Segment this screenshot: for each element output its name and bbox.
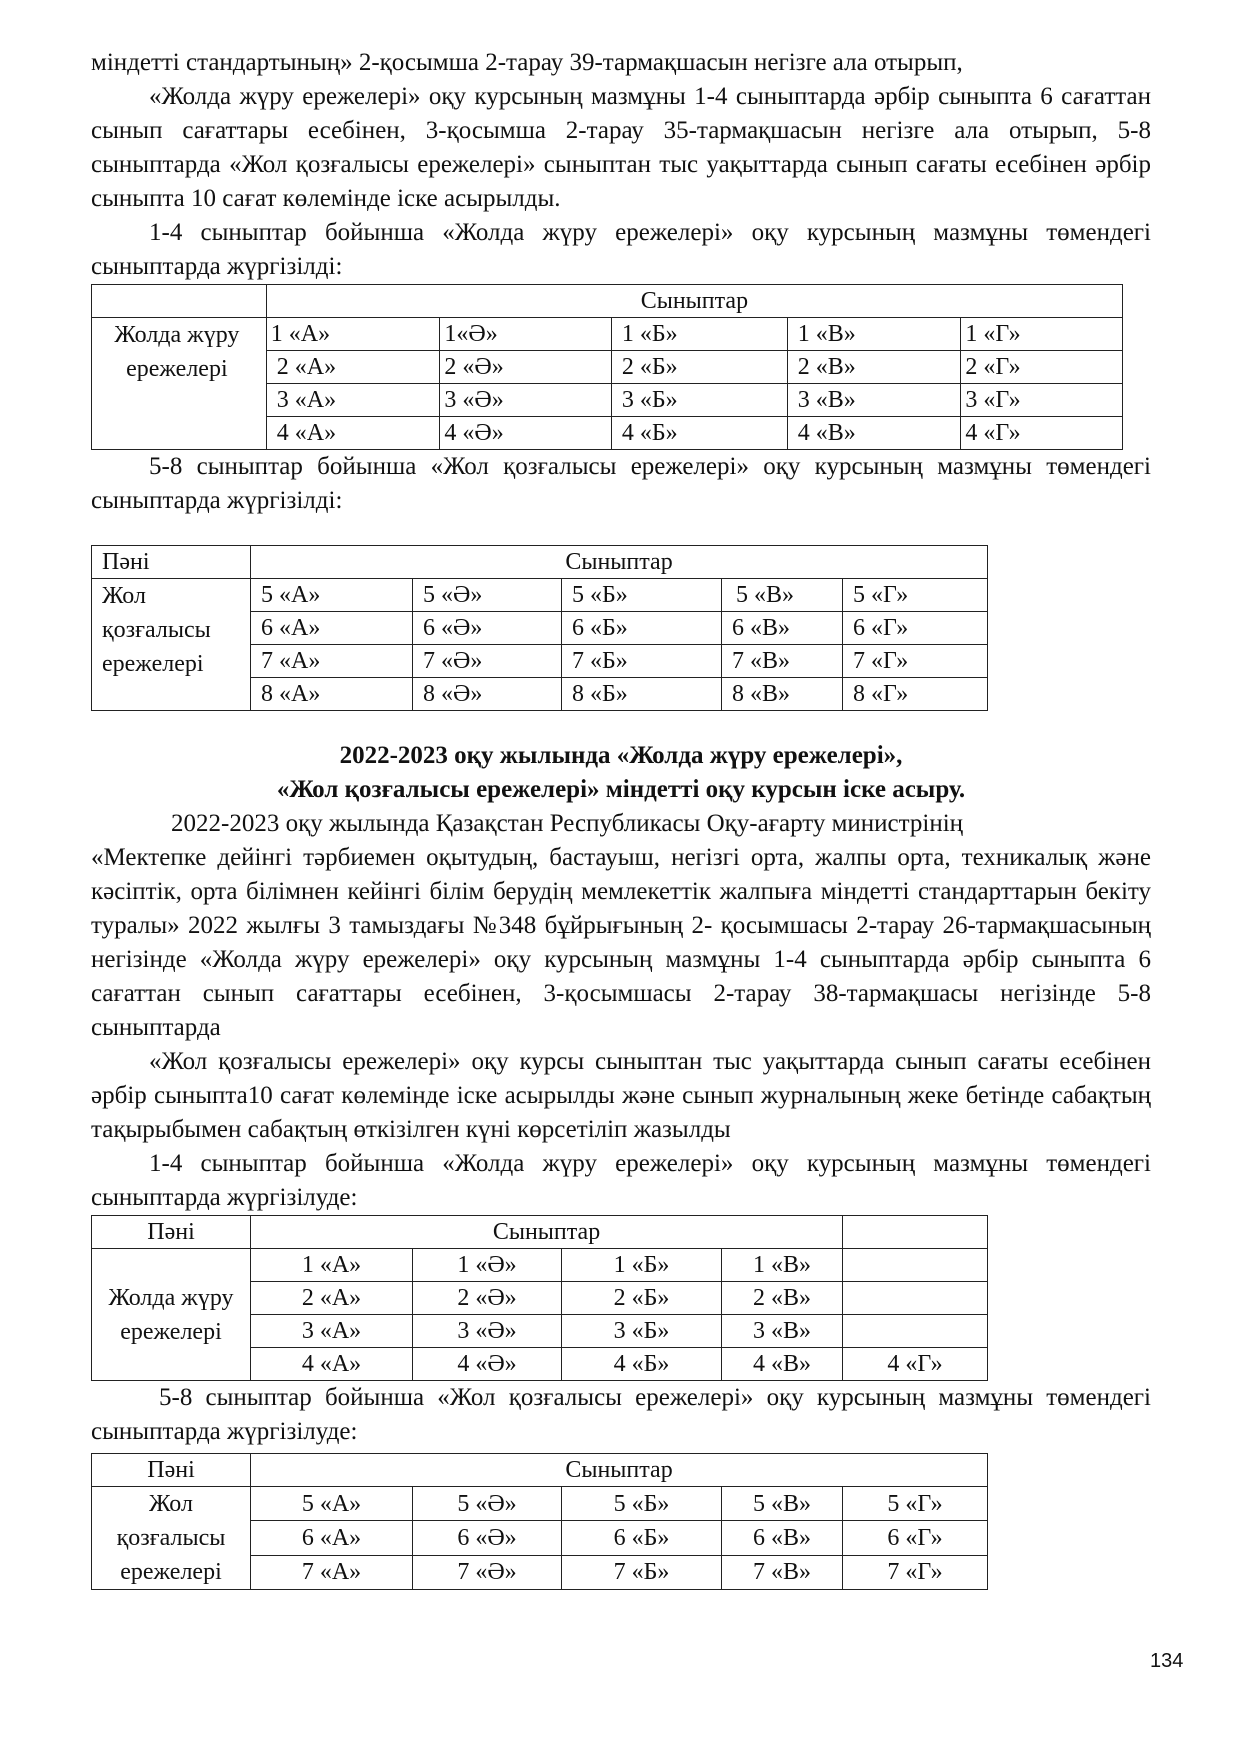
class-cell: 3 «Ә» <box>413 1315 562 1348</box>
class-cell: 3 «Б» <box>562 1315 722 1348</box>
class-cell: 1 «В» <box>722 1249 843 1282</box>
class-cell: 3 «А» <box>251 1315 413 1348</box>
class-cell: 6 «Г» <box>843 612 988 645</box>
class-cell: 3 «Ә» <box>440 384 611 417</box>
class-cell: 4 «Г» <box>843 1348 988 1381</box>
class-cell: 7 «А» <box>251 645 413 678</box>
table-header: Сыныптар <box>251 1216 843 1249</box>
class-cell: 8 «В» <box>722 678 843 711</box>
class-cell: 4 «Б» <box>562 1348 722 1381</box>
class-cell: 7 «Г» <box>843 645 988 678</box>
class-cell: 6 «Б» <box>562 1521 722 1555</box>
class-cell: 5 «Ә» <box>413 579 562 612</box>
class-cell: 6 «Б» <box>562 612 722 645</box>
class-cell: 2 «Ә» <box>440 351 611 384</box>
class-cell: 2 «Ә» <box>413 1282 562 1315</box>
class-cell: 5 «Г» <box>843 1487 988 1521</box>
class-cell: 4 «Ә» <box>440 417 611 450</box>
class-cell: 7 «А» <box>251 1555 413 1589</box>
class-cell: 4 «А» <box>266 417 440 450</box>
paragraph-2: «Жолда жүру ережелері» оқу курсының мазмұны 1-4 сыныптарда әрбір сыныпта 6 сағаттан сынып сағаттары есебінен, 3-қосымша 2-тарау 35-тармақшасын негізге ала отырып, 5-8 сыныптарда «Жол қозғалысы ережелері» сыныптан тыс уақыттарда сынып сағаты есебінен әрбір сыныпта 10 сағат көлемінде іске асырылды. <box>91 83 1151 212</box>
class-cell: 8 «Ә» <box>413 678 562 711</box>
class-cell: 1 «А» <box>251 1249 413 1282</box>
class-cell: 4 «Ә» <box>413 1348 562 1381</box>
table-grades-1-4-past <box>91 284 1123 450</box>
class-cell: 7 «Г» <box>843 1555 988 1589</box>
subject-cell: Жол қозғалысы ережелері <box>92 579 251 711</box>
class-cell: 7 «Ә» <box>413 1555 562 1589</box>
paragraph-4: 5-8 сыныптар бойынша «Жол қозғалысы ережелері» оқу курсының мазмұны төмендегі сыныптарда жүргізілді: <box>91 453 1151 514</box>
class-cell: 3 «А» <box>266 384 440 417</box>
table-grades-5-8-current <box>91 1453 988 1590</box>
subject-header: Пәні <box>92 1216 251 1249</box>
class-cell: 2 «В» <box>787 351 961 384</box>
class-cell: 3 «В» <box>722 1315 843 1348</box>
paragraph-6: «Жол қозғалысы ережелері» оқу курсы сыныптан тыс уақыттарда сынып сағаты есебінен әрбір сыныпта10 сағат көлемінде іске асырылды және сынып журналының жеке бетінде сабақтың тақырыбымен сабақтың өткізілген күні көрсетіліп жазылды <box>91 1048 1151 1143</box>
class-cell <box>843 1282 988 1315</box>
table-header: Сыныптар <box>266 285 1122 318</box>
table-corner-cell <box>92 285 267 318</box>
class-cell: 5 «Б» <box>562 1487 722 1521</box>
class-cell: 7 «Б» <box>562 645 722 678</box>
class-cell: 8 «А» <box>251 678 413 711</box>
class-cell: 1 «Б» <box>562 1249 722 1282</box>
class-cell: 2 «А» <box>251 1282 413 1315</box>
class-cell: 4 «В» <box>787 417 961 450</box>
class-cell: 2 «Г» <box>961 351 1123 384</box>
class-cell: 4 «В» <box>722 1348 843 1381</box>
class-cell <box>843 1249 988 1282</box>
class-cell: 2 «Б» <box>611 351 787 384</box>
document-page <box>91 46 1151 1590</box>
class-cell: 8 «Б» <box>562 678 722 711</box>
class-cell: 7 «В» <box>722 645 843 678</box>
subject-cell: Жолда жүру ережелері <box>92 1249 251 1381</box>
paragraph-5: «Мектепке дейінгі тәрбиемен оқытудың, бастауыш, негізгі орта, жалпы орта, техникалық және кәсіптік, орта білімнен кейінгі білім берудің мемлекеттік жалпыға міндетті стандарттарын бекіту туралы» 2022 жылғы 3 тамыздағы №348 бұйрығының 2- қосымшасы 2-тарау 26-тармақшасының негізінде «Жолда жүру ережелері» оқу курсының мазмұны 1-4 сыныптарда әрбір сыныпта 6 сағаттан сынып сағаттары есебінен, 3-қосымшасы 2-тарау 38-тармақшасы негізінде 5-8 сыныптарда <box>91 844 1151 1041</box>
subject-cell: Жол қозғалысы ережелері <box>92 1487 251 1590</box>
class-cell: 8 «Г» <box>843 678 988 711</box>
class-cell: 4 «А» <box>251 1348 413 1381</box>
class-cell <box>843 1315 988 1348</box>
class-cell: 3 «Г» <box>961 384 1123 417</box>
class-cell: 7 «Ә» <box>413 645 562 678</box>
table-header: Сыныптар <box>251 546 988 579</box>
paragraph-7: 1-4 сыныптар бойынша «Жолда жүру ережелері» оқу курсының мазмұны төмендегі сыныптарда жүргізілуде: <box>91 1150 1151 1211</box>
subject-header: Пәні <box>92 546 251 579</box>
paragraph-5-first-line: 2022-2023 оқу жылында Қазақстан Республикасы Оқу-ағарту министрінің <box>171 810 964 837</box>
section-heading-line-1: 2022-2023 оқу жылында «Жолда жүру ережелері», <box>339 742 903 769</box>
class-cell: 5 «А» <box>251 1487 413 1521</box>
empty-header-cell <box>843 1216 988 1249</box>
table-grades-5-8-past <box>91 545 988 711</box>
class-cell: 3 «Б» <box>611 384 787 417</box>
table-header: Сыныптар <box>251 1454 988 1487</box>
class-cell: 2 «Б» <box>562 1282 722 1315</box>
class-cell: 4 «Г» <box>961 417 1123 450</box>
table-grades-1-4-current <box>91 1215 988 1381</box>
class-cell: 5 «В» <box>722 1487 843 1521</box>
class-cell: 1«Ә» <box>440 318 611 351</box>
class-cell: 2 «В» <box>722 1282 843 1315</box>
class-cell: 3 «В» <box>787 384 961 417</box>
class-cell: 7 «Б» <box>562 1555 722 1589</box>
page-number: 134 <box>1150 1650 1184 1672</box>
class-cell: 6 «В» <box>722 1521 843 1555</box>
subject-header: Пәні <box>92 1454 251 1487</box>
class-cell: 6 «Ә» <box>413 1521 562 1555</box>
section-heading-line-2: «Жол қозғалысы ережелері» міндетті оқу курсын іске асыру. <box>276 776 966 803</box>
class-cell: 5 «Б» <box>562 579 722 612</box>
class-cell: 6 «В» <box>722 612 843 645</box>
class-cell: 1 «Ә» <box>413 1249 562 1282</box>
class-cell: 5 «А» <box>251 579 413 612</box>
class-cell: 4 «Б» <box>611 417 787 450</box>
paragraph-1: міндетті стандартының» 2-қосымша 2-тарау 39-тармақшасын негізге ала отырып, <box>91 49 963 76</box>
paragraph-3: 1-4 сыныптар бойынша «Жолда жүру ережелері» оқу курсының мазмұны төмендегі сыныптарда жүргізілді: <box>91 219 1151 280</box>
class-cell: 5 «Г» <box>843 579 988 612</box>
class-cell: 6 «Ә» <box>413 612 562 645</box>
class-cell: 1 «Б» <box>611 318 787 351</box>
class-cell: 6 «А» <box>251 1521 413 1555</box>
subject-cell: Жолда жүру ережелері <box>92 318 267 450</box>
class-cell: 2 «А» <box>266 351 440 384</box>
paragraph-8: 5-8 сыныптар бойынша «Жол қозғалысы ережелері» оқу курсының мазмұны төмендегі сыныптарда жүргізілуде: <box>91 1384 1151 1445</box>
class-cell: 5 «Ә» <box>413 1487 562 1521</box>
class-cell: 1 «В» <box>787 318 961 351</box>
class-cell: 1 «Г» <box>961 318 1123 351</box>
class-cell: 1 «А» <box>266 318 440 351</box>
class-cell: 6 «Г» <box>843 1521 988 1555</box>
class-cell: 6 «А» <box>251 612 413 645</box>
class-cell: 5 «В» <box>722 579 843 612</box>
class-cell: 7 «В» <box>722 1555 843 1589</box>
